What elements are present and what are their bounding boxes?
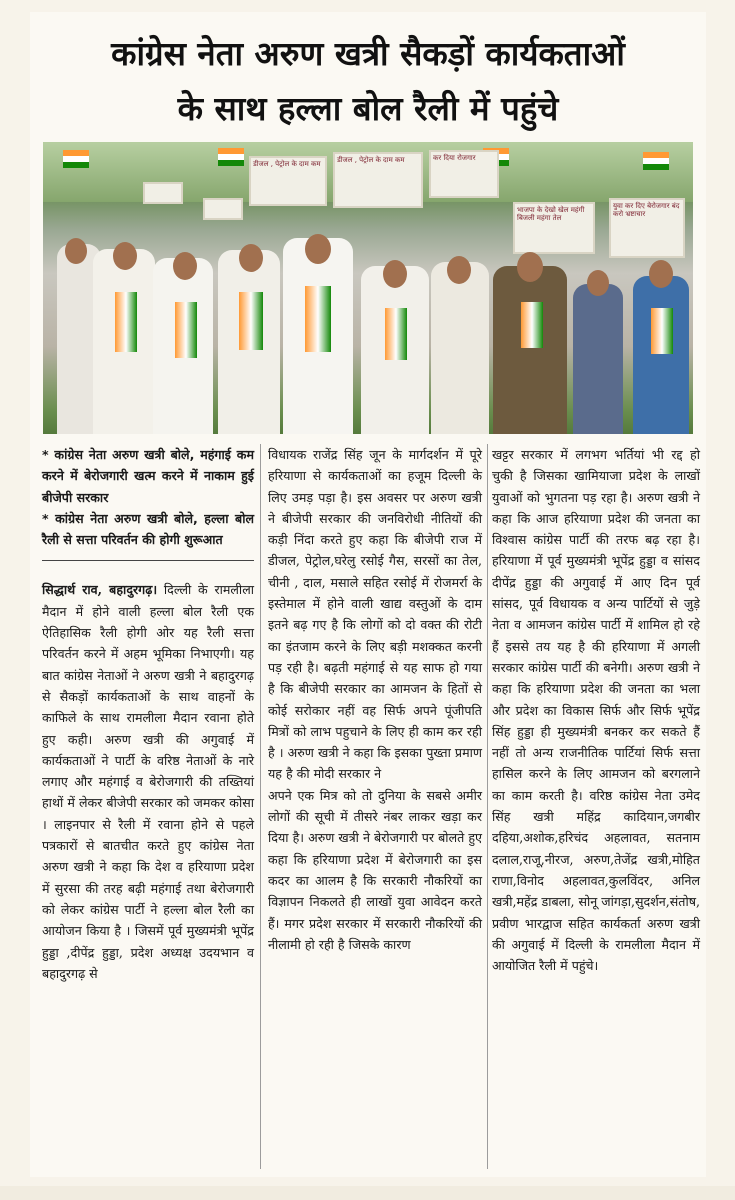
- article-text: दिल्ली के रामलीला मैदान में होने वाली हल्ला बोल रैली एक ऐतिहासिक रैली होगी ओर यह रैली सत्ता परिवर्तन करने में अहम भूमिका निभाएगी। यह बात कांग्रेस नेताओं ने अरुण खत्री ने बहादुरगढ़ से सैकड़ों कार्यकताओं के साथ वाहनों के काफिले के साथ रामलीला मैदान रवाना होते हुए कही। अरुण खत्री की अगुवाई में कार्यकताओं ने पार्टी के वरिष्ठ नेताओं के नारे लगाए और महंगाई व बेरोजगारी की तख्तियां हाथों में लेकर बीजेपी सरकार को जमकर कोसा । लाइनपार से रैली में रवाना होने से पहले पत्रकारों से बातचीत करते हुए कांग्रेस नेता अरुण खत्री ने कहा कि देश व हरियाणा प्रदेश में सुरसा की तरह बढ़ी महंगाई तथा बेरोजगारी को लेकर कांग्रेस पार्टी ने हल्ला बोल रैली का आयोजन किया है । जिसमें पूर्व मुख्यमंत्री भूपेंद्र हुड्डा ,दीपेंद्र हुड्डा, प्रदेश अध्यक्ष उदयभान व बहादुरगढ़ से: [42, 582, 254, 981]
- highlight-divider: [42, 560, 254, 561]
- congress-scarf: [305, 286, 331, 352]
- protest-placard: [249, 156, 327, 206]
- column-divider: [487, 444, 488, 1169]
- rally-participant: [493, 266, 567, 434]
- protest-placard: [429, 150, 499, 198]
- participant-head: [239, 244, 263, 272]
- congress-scarf: [651, 308, 673, 354]
- participant-head: [447, 256, 471, 284]
- article-column-2: [268, 444, 482, 955]
- highlight-point: * कांग्रेस नेता अरुण खत्री बोले, हल्ला बोल रैली से सत्ता परिवर्तन की होगी शुरूआत: [42, 510, 254, 548]
- placard-text: युवा कर दिए बेरोजगार बंद करो भ्रष्टाचार: [613, 202, 680, 218]
- article-paragraph: विधायक राजेंद्र सिंह जून के मार्गदर्शन में पूरे हरियाणा से कार्यकताओं का हजूम दिल्ली के लिए उमड़ पड़ा है। इस अवसर पर अरुण खत्री ने बीजेपी सरकार की जनविरोधी नीतियों की कड़ी निंदा करते हुए कहा कि बीजेपी राज में डीजल, पेट्रोल,घरेलु रसोई गैस, सरसों का तेल, चीनी , दाल, मसाले सहित रसोई में रोजमर्रा के इस्तेमाल में होने वाली खाद्य वस्तुओं के दाम इतने बढ़ गए है कि लोगों को दो वक्त की रोटी का इंतजाम करने के लिए बड़ी मशक्कत करनी पड़ रही है। बढ़ती महंगाई से यह साफ हो गया है कि बीजेपी सरकार का आमजन के हितों से कोई सरोकार नहीं वह सिर्फ अपने पूंजीपति मित्रों को लाभ पहुचाने के लिए ही काम कर रही है । अरुण खत्री ने कहा कि इसका पुख्ता प्रमाण यह है की मोदी सरकार ने: [268, 447, 482, 782]
- participant-head: [517, 252, 543, 282]
- rally-participant: [573, 284, 623, 434]
- participant-head: [383, 260, 407, 288]
- headline: [30, 26, 706, 136]
- flag: [643, 152, 669, 170]
- placard-text: डीजल , पेट्रोल के दाम कम: [337, 156, 405, 164]
- placard-text: कर दिया रोजगार: [433, 154, 476, 162]
- column-divider: [260, 444, 261, 1169]
- flag: [63, 150, 89, 168]
- rally-participant: [633, 276, 689, 434]
- highlight-box: [42, 444, 254, 550]
- protest-placard: [333, 152, 423, 208]
- congress-scarf: [385, 308, 407, 360]
- participant-head: [173, 252, 197, 280]
- article-column-1: [42, 444, 254, 984]
- rally-participant: [431, 262, 489, 434]
- congress-scarf: [115, 292, 137, 352]
- protest-placard: [609, 198, 685, 258]
- placard-text: भाजपा के देखो खेल महंगी बिजली महंगा तेल: [517, 206, 585, 222]
- participant-head: [649, 260, 673, 288]
- congress-scarf: [175, 302, 197, 358]
- protest-placard: [143, 182, 183, 204]
- highlight-point: * कांग्रेस नेता अरुण खत्री बोले, महंगाई कम करने में बेरोजगारी खत्म करने में नाकाम हुई बीजेपी सरकार: [42, 447, 254, 505]
- byline: सिद्धार्थ राव, बहादुरगढ़।: [42, 582, 158, 598]
- newspaper-clipping: [30, 12, 706, 1177]
- article-paragraph: [42, 579, 254, 984]
- rally-photo: [43, 142, 693, 434]
- flag: [218, 148, 244, 166]
- headline-line-2: के साथ हल्ला बोल रैली में पहुंचे: [177, 89, 559, 128]
- congress-scarf: [521, 302, 543, 348]
- article-paragraph: अपने एक मित्र को तो दुनिया के सबसे अमीर लोगों की सूची में तीसरे नंबर लाकर खड़ा कर दिया है। अरुण खत्री ने बेरोजगारी पर बोलते हुए कहा कि हरियाणा प्रदेश में बेरोजगारी का इस कदर का आलम है कि सरकारी नौकरियों का विज्ञापन निकलते ही लाखों युवा आवेदन करते हैं। मगर प्रदेश सरकार में सरकारी नौकरियों की नीलामी हो रही है जिसके कारण: [268, 787, 482, 952]
- participant-head: [113, 242, 137, 270]
- participant-head: [65, 238, 87, 264]
- congress-scarf: [239, 292, 263, 350]
- protest-placard: [203, 198, 243, 220]
- headline-line-1: कांग्रेस नेता अरुण खत्री सैकड़ों कार्यकताओं: [111, 34, 625, 73]
- participant-head: [587, 270, 609, 296]
- article-paragraph: खट्टर सरकार में लगभग भर्तियां भी रद्द हो चुकी है जिसका खामियाजा प्रदेश के लाखों युवाओं को भुगतना पड़ रहा है। अरुण खत्री ने कहा कि आज हरियाणा प्रदेश की जनता का विश्वास कांग्रेस पार्टी की तरफ बढ़ रहा है। हरियाणा में पूर्व मुख्यमंत्री भूपेंद्र हुड्डा व सांसद दीपेंद्र हुड्डा की अगुवाई में आए दिन पूर्व सांसद, पूर्व विधायक व अन्य पार्टियों से जुड़े नेता व आमजन कांग्रेस पार्टी में शामिल हो रहे हैं इससे तय यह है की हरियाणा में अगली सरकार कांग्रेस पार्टी की बनेगी। अरुण खत्री ने कहा कि हरियाणा प्रदेश की जनता का भला और प्रदेश का विकास सिर्फ और सिर्फ भूपेंद्र सिंह हुड्डा ही मुख्यमंत्री बनकर कर सकते हैं नहीं तो अन्य राजनीतिक पार्टियां सिर्फ सत्ता हासिल करने के लिए आमजन को बरगलाने का काम करती है। वरिष्ठ कांग्रेस नेता उमेद सिंह खत्री महिंद्र कादियान,जगबीर दहिया,अशोक,हरिचंद अहलावत, सतनाम दलाल,राजू,नीरज, अरुण,तेजेंद्र खत्री,मोहित राणा,विनोद अहलावत,कुलविंदर, अनिल खत्री,महेंद्र डाबला, सोनू जांगड़ा,सुदर्शन,संतोष, प्रवीण भारद्वाज सहित कार्यकर्ता अरुण खत्री की अगुवाई में दिल्ली के रामलीला मैदान में आयोजित रैली में पहुंचे।: [492, 447, 700, 974]
- article-column-3: [492, 444, 700, 976]
- protest-placard: [513, 202, 595, 254]
- placard-text: डीजल , पेट्रोल के दाम कम: [253, 160, 321, 168]
- page-bottom-edge: [0, 1186, 735, 1200]
- article-body: [30, 444, 706, 1174]
- participant-head: [305, 234, 331, 264]
